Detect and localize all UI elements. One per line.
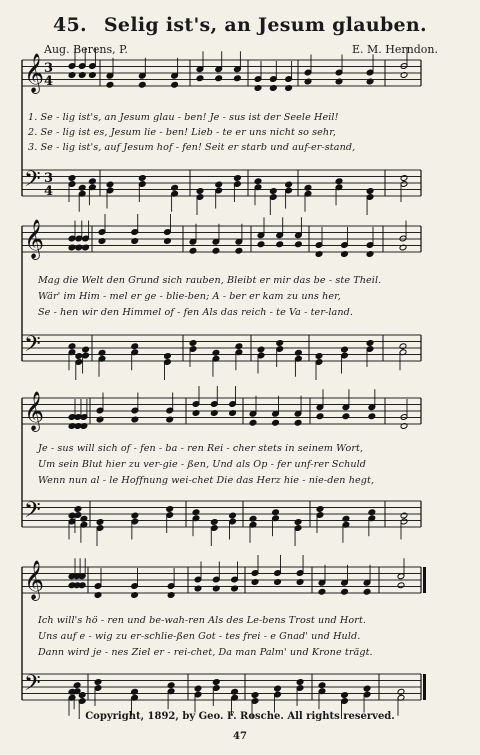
note-head <box>229 512 237 519</box>
bass-clef: 𝄢 <box>24 498 41 528</box>
note-head <box>196 188 204 195</box>
note-head <box>342 515 350 522</box>
note-head <box>215 181 223 188</box>
treble-clef: 𝄞 <box>24 560 45 600</box>
lyric-line: 1. Se - lig ist's, an Jesum glau - ben! Je - sus ist der Seele Heil! <box>28 112 339 123</box>
lyric-line: Uns auf e - wig zu er-schlie-ßen Got - tes frei - e Gnad' und Huld. <box>38 631 361 642</box>
hymn-number: 45. <box>53 14 87 36</box>
note-head <box>82 346 90 353</box>
note-head <box>68 175 76 182</box>
note-head <box>68 343 76 350</box>
note-head <box>400 175 408 182</box>
note-head <box>296 679 304 686</box>
time-signature: 3 <box>44 61 54 76</box>
time-signature: 3 <box>44 171 54 186</box>
note-head <box>316 413 324 420</box>
lyric-line: Se - hen wir den Himmel of - fen Als das reich - te Va - ter-land. <box>38 307 354 318</box>
page-number: 47 <box>233 731 247 742</box>
note-head <box>316 506 324 513</box>
note-head <box>368 509 376 516</box>
note-head <box>138 81 146 88</box>
note-head <box>235 343 243 350</box>
note-head <box>272 509 280 516</box>
lyric-line: 3. Se - lig ist's, auf Jesum hof - fen! Seit er starb und auf-er-stand, <box>28 142 356 153</box>
note-head <box>399 343 407 350</box>
note-head <box>210 519 218 526</box>
final-barline <box>423 567 426 593</box>
note-head <box>295 349 303 356</box>
note-head <box>276 340 284 347</box>
note-head <box>249 515 257 522</box>
final-barline <box>423 674 426 700</box>
note-head <box>251 692 259 699</box>
note-head <box>131 343 139 350</box>
note-head <box>335 178 343 185</box>
bass-clef: 𝄢 <box>24 167 41 197</box>
lyric-line: Ich will's hö - ren und be-wah-ren Als des Le-bens Trost und Hort. <box>38 615 367 626</box>
lyric-line: Je - sus will sich of - fen - ba - ren Rei - cher stets in seinem Wort, <box>38 443 364 454</box>
note-head <box>269 188 277 195</box>
note-head <box>257 241 265 248</box>
note-head <box>294 519 302 526</box>
note-head <box>167 682 175 689</box>
note-head <box>249 419 257 426</box>
note-head <box>397 688 405 695</box>
treble-clef: 𝄞 <box>24 53 45 93</box>
note-head <box>315 353 323 360</box>
note-head <box>94 679 102 686</box>
arranger-credit: E. M. Herndon. <box>352 43 438 56</box>
note-head <box>366 340 374 347</box>
note-head <box>341 346 349 353</box>
note-head <box>212 679 220 686</box>
note-head <box>363 588 371 595</box>
time-signature: 4 <box>44 184 54 199</box>
note-head <box>164 353 172 360</box>
lyric-line: Wär' im Him - mel er ge - blie-ben; A - ber er kam zu uns her, <box>38 291 341 302</box>
note-head <box>272 419 280 426</box>
treble-clef: 𝄞 <box>24 219 45 259</box>
note-head <box>368 413 376 420</box>
note-head <box>341 692 349 699</box>
note-head <box>235 247 243 254</box>
lyric-line: Dann wird je - nes Ziel er - rei-chet, Da man Palm' und Krone trägt. <box>38 647 373 658</box>
note-head <box>171 81 179 88</box>
time-signature: 4 <box>44 74 54 89</box>
note-head <box>78 184 86 191</box>
note-head <box>75 353 83 360</box>
note-head <box>98 349 106 356</box>
note-head <box>304 184 312 191</box>
note-head <box>215 75 223 82</box>
copyright-notice: Copyright, 1892, by Geo. F. Rosche. All rights reserved. <box>85 711 395 722</box>
note-head <box>106 81 114 88</box>
lyric-line: 2. Se - lig ist es, Jesum lie - ben! Lieb - te er uns nicht so sehr, <box>28 127 336 138</box>
note-head <box>194 685 202 692</box>
note-head <box>400 512 408 519</box>
note-head <box>131 512 139 519</box>
note-head <box>231 688 239 695</box>
treble-clef: 𝄞 <box>24 391 45 431</box>
note-head <box>257 346 265 353</box>
lyric-line: Wenn nun al - le Hoffnung wei-chet Die das Herz hie - nie-den hegt, <box>38 475 375 486</box>
note-head <box>212 349 220 356</box>
note-head <box>397 582 405 589</box>
hymn-title: Selig ist's, an Jesum glauben. <box>103 14 427 36</box>
note-head <box>73 682 81 689</box>
note-head <box>138 175 146 182</box>
note-head <box>342 413 350 420</box>
note-head <box>171 184 179 191</box>
note-head <box>96 519 104 526</box>
note-head <box>189 247 197 254</box>
note-head <box>80 515 88 522</box>
note-head <box>294 419 302 426</box>
note-head <box>366 188 374 195</box>
note-head <box>192 509 200 516</box>
note-head <box>234 175 242 182</box>
note-head <box>106 181 114 188</box>
lyric-line: Mag die Welt den Grund sich rauben, Bleibt er mir das be - ste Theil. <box>38 275 382 286</box>
note-head <box>189 340 197 347</box>
lyric-line: Um sein Blut hier zu ver-gie - ßen, Und als Op - fer unf-rer Schuld <box>38 459 367 470</box>
note-head <box>131 688 139 695</box>
note-head <box>254 178 262 185</box>
composer-credit: Aug. Berens, P. <box>44 43 128 56</box>
note-head <box>285 181 293 188</box>
note-head <box>276 241 284 248</box>
note-head <box>74 506 82 513</box>
note-head <box>341 588 349 595</box>
note-head <box>363 685 371 692</box>
note-head <box>295 241 303 248</box>
note-head <box>274 685 282 692</box>
bass-clef: 𝄢 <box>24 332 41 362</box>
note-head <box>234 75 242 82</box>
note-head <box>166 506 174 513</box>
bass-clef: 𝄢 <box>24 671 41 701</box>
note-head <box>318 682 326 689</box>
note-head <box>196 75 204 82</box>
note-head <box>212 247 220 254</box>
note-head <box>89 178 97 185</box>
note-head <box>318 588 326 595</box>
